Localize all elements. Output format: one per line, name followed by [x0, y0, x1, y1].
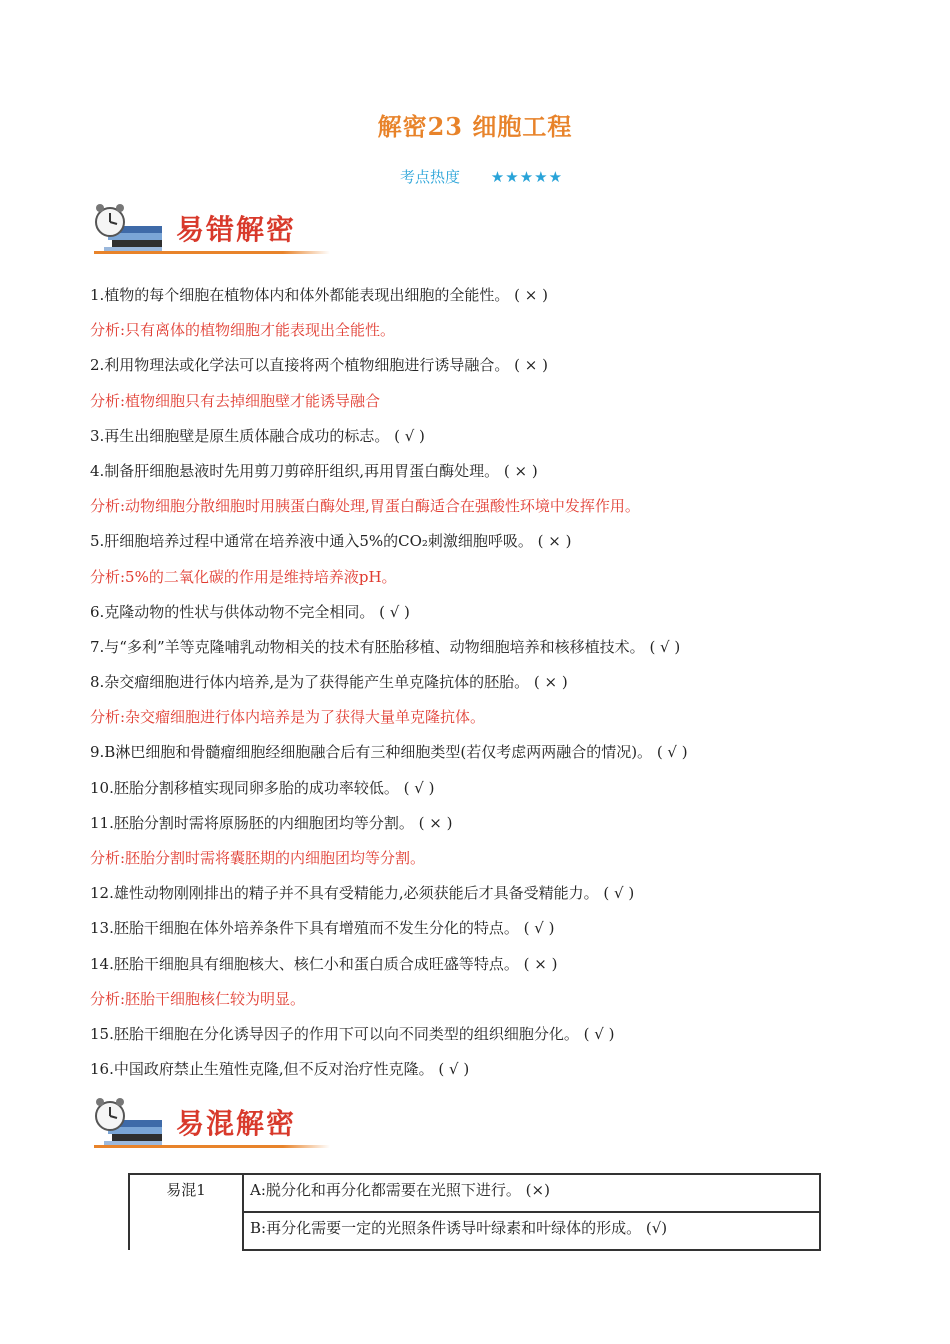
list-item: 5.肝细胞培养过程中通常在培养液中通入5%的CO₂刺激细胞呼吸。 ( × ): [90, 532, 572, 551]
list-item: 8.杂交瘤细胞进行体内培养,是为了获得能产生单克隆抗体的胚胎。 ( × ): [90, 673, 568, 692]
section-underline: [94, 251, 330, 254]
list-item: 10.胚胎分割移植实现同卵多胎的成功率较低。 ( √ ): [90, 778, 435, 797]
heat-rating: [400, 166, 563, 187]
analysis-text: 分析:胚胎分割时需将囊胚期的内细胞团均等分割。: [90, 849, 426, 867]
list-item: 13.胚胎干细胞在体外培养条件下具有增殖而不发生分化的特点。 ( √ ): [90, 919, 555, 938]
analysis-text: 分析:只有离体的植物细胞才能表现出全能性。: [90, 321, 396, 340]
star-rating: ★★★★★: [490, 168, 564, 186]
list-item: 6.克隆动物的性状与供体动物不完全相同。 ( √ ): [90, 602, 410, 621]
table-cell: A:脱分化和再分化都需要在光照下进行。 (×): [243, 1174, 820, 1212]
list-item: 7.与“多利”羊等克隆哺乳动物相关的技术有胚胎移植、动物细胞培养和核移植技术。 ( √ ): [90, 637, 681, 656]
analysis-text: 分析:5%的二氧化碳的作用是维持培养液pH。: [90, 567, 397, 586]
list-item: 3.再生出细胞壁是原生质体融合成功的标志。 ( √ ): [90, 426, 425, 445]
table-label-cell: [129, 1212, 243, 1250]
list-item: 12.雄性动物刚刚排出的精子并不具有受精能力,必须获能后才具备受精能力。 ( √ ): [90, 884, 635, 903]
section-title-errors: 易错解密: [176, 213, 297, 246]
table-row: [129, 1174, 820, 1212]
heat-label: 考点热度: [400, 168, 461, 186]
list-item: 4.制备肝细胞悬液时先用剪刀剪碎肝组织,再用胃蛋白酶处理。 ( × ): [90, 461, 538, 480]
list-item: 1.植物的每个细胞在植物体内和体外都能表现出细胞的全能性。 ( × ): [90, 286, 548, 304]
confusion-table: [128, 1173, 821, 1251]
list-item: 11.胚胎分割时需将原肠胚的内细胞团均等分割。 ( × ): [90, 813, 453, 832]
table-cell: B:再分化需要一定的光照条件诱导叶绿素和叶绿体的形成。 (√): [243, 1212, 820, 1250]
section-banner-confusion: [90, 1094, 330, 1148]
analysis-text: 分析:动物细胞分散细胞时用胰蛋白酶处理,胃蛋白酶适合在强酸性环境中发挥作用。: [90, 497, 640, 516]
item-list: [90, 284, 870, 1093]
analysis-text: 分析:杂交瘤细胞进行体内培养是为了获得大量单克隆抗体。: [90, 708, 486, 727]
section-banner-errors: [90, 200, 330, 254]
list-item: 15.胚胎干细胞在分化诱导因子的作用下可以向不同类型的组织细胞分化。 ( √ ): [90, 1024, 615, 1043]
list-item: 16.中国政府禁止生殖性克隆,但不反对治疗性克隆。 ( √ ): [90, 1060, 470, 1079]
books-clock-icon: [90, 1094, 166, 1148]
table-row: [129, 1212, 820, 1250]
section-underline: [94, 1145, 330, 1148]
section-title-confusion: 易混解密: [176, 1107, 297, 1140]
analysis-text: 分析:植物细胞只有去掉细胞壁才能诱导融合: [90, 391, 381, 410]
books-clock-icon: [90, 200, 166, 254]
list-item: 9.B淋巴细胞和骨髓瘤细胞经细胞融合后有三种细胞类型(若仅考虑两两融合的情况)。 ( √ ): [90, 743, 688, 762]
analysis-text: 分析:胚胎干细胞核仁较为明显。: [90, 989, 306, 1008]
table-label-cell: 易混1: [129, 1174, 243, 1212]
list-item: 2.利用物理法或化学法可以直接将两个植物细胞进行诱导融合。 ( × ): [90, 356, 548, 375]
page-title: 解密23 细胞工程: [377, 112, 573, 141]
list-item: 14.胚胎干细胞具有细胞核大、核仁小和蛋白质合成旺盛等特点。 ( × ): [90, 954, 558, 973]
